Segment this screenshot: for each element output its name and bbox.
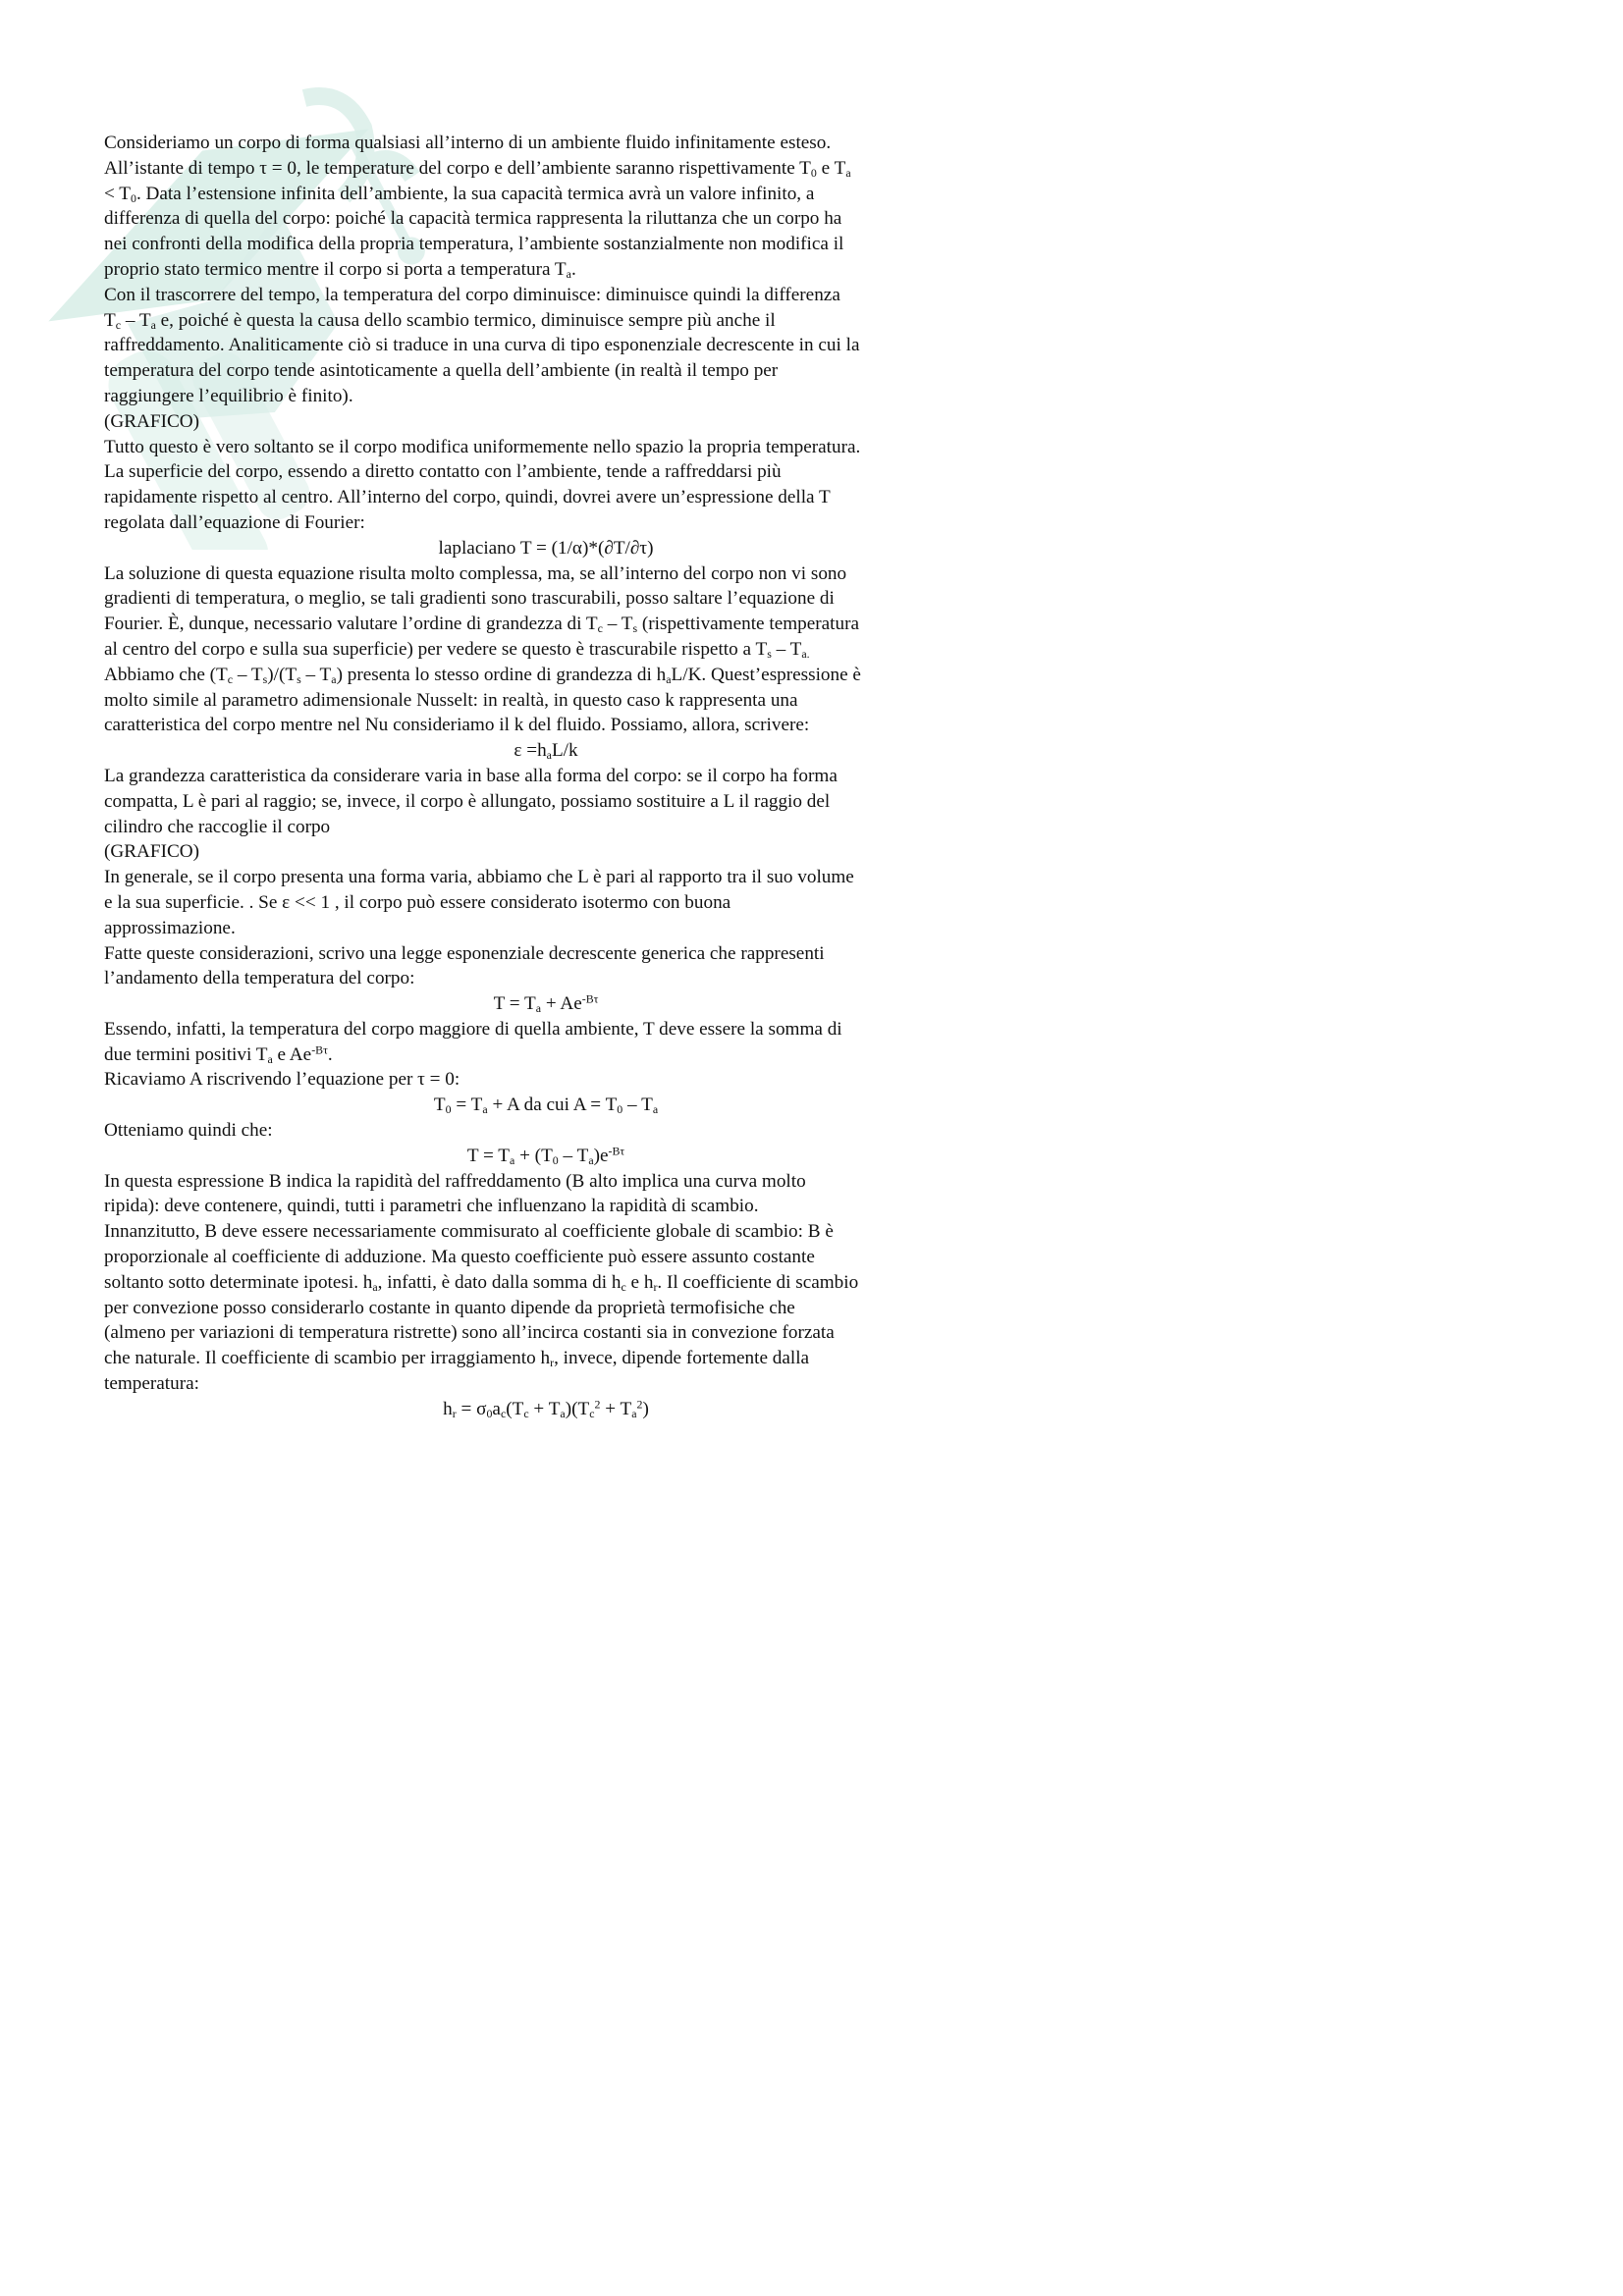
text-run: ) [642, 1398, 649, 1419]
text-line [104, 384, 988, 409]
subscript: a [267, 1051, 273, 1066]
text-line [104, 1245, 988, 1270]
text-run: Fatte queste considerazioni, scrivo una legge esponenziale decrescente generica che rappresenti [104, 942, 825, 964]
text-line [104, 637, 988, 663]
text-run: + A da cui A = T [487, 1095, 618, 1116]
text-run: La soluzione di questa equazione risulta molto complessa, ma, se all’interno del corpo non vi sono [104, 562, 847, 584]
text-line [104, 182, 988, 207]
text-line [104, 966, 988, 991]
text-run: . [327, 1043, 333, 1065]
text-line [104, 839, 988, 865]
text-line [104, 459, 988, 485]
text-line [104, 1270, 988, 1296]
text-run: molto simile al parametro adimensionale Nusselt: in realtà, in questo caso k rappresenta una [104, 689, 798, 711]
text-run: Consideriamo un corpo di forma qualsiasi all’interno di un ambiente fluido infinitamente esteso. [104, 133, 832, 153]
subscript: r [452, 1406, 457, 1420]
text-run: che naturale. Il coefficiente di scambio per irraggiamento h [104, 1348, 551, 1369]
text-run: h [443, 1398, 453, 1419]
subscript: c [589, 1406, 595, 1420]
subscript: c [115, 317, 122, 332]
text-run: Essendo, infatti, la temperatura del corpo maggiore di quella ambiente, T deve essere la somma di [104, 1018, 842, 1040]
equation-line [104, 536, 988, 561]
subscript: c [227, 671, 234, 686]
text-run: – T [622, 1095, 653, 1116]
equation-line [104, 1093, 988, 1118]
subscript: a [631, 1406, 637, 1420]
text-line [104, 663, 988, 688]
superscript: -Bτ [608, 1144, 625, 1158]
text-run: cilindro che raccoglie il corpo [104, 816, 331, 837]
text-line [104, 333, 988, 358]
text-run: Tutto questo è vero soltanto se il corpo modifica uniformemente nello spazio la propria temperatura. [104, 436, 861, 457]
text-run: (GRAFICO) [104, 410, 200, 432]
text-line [104, 435, 988, 460]
subscript: a [150, 317, 156, 332]
text-line [104, 156, 988, 182]
text-run: al centro del corpo e sulla sua superficie) per vedere se questo è trascurabile rispetto a T [104, 638, 768, 660]
text-run: ) presenta lo stesso ordine di grandezza di h [336, 664, 667, 685]
text-run: a [492, 1398, 501, 1419]
text-line [104, 1042, 988, 1068]
text-line [104, 1320, 988, 1346]
text-run: proporzionale al coefficiente di adduzione. Ma questo coefficiente può essere assunto costante [104, 1247, 815, 1268]
text-run: . Data l’estensione infinita dell’ambiente, la sua capacità termica avrà un valore infinito, a [135, 183, 815, 204]
text-run: . Il coefficiente di scambio [657, 1271, 859, 1293]
subscript: s [262, 671, 268, 686]
superscript: -Bτ [581, 991, 599, 1006]
text-line [104, 283, 988, 308]
text-line [104, 1194, 988, 1219]
subscript: a [331, 671, 337, 686]
text-run: + (T [514, 1145, 553, 1166]
text-line [104, 1346, 988, 1371]
text-run: La grandezza caratteristica da considerare varia in base alla forma del corpo: se il corpo ha forma [104, 765, 838, 786]
text-line [104, 586, 988, 612]
text-line [104, 815, 988, 840]
superscript: -Bτ [311, 1042, 328, 1057]
subscript: s [297, 671, 301, 686]
text-run: nei confronti della modifica della propria temperatura, l’ambiente sostanzialmente non modifica il [104, 234, 844, 255]
text-run: , infatti, è dato dalla somma di h [377, 1271, 622, 1293]
subscript: 0 [486, 1406, 493, 1420]
subscript: 0 [131, 190, 136, 205]
text-run: e la sua superficie. . Se ε << 1 , il corpo può essere considerato isotermo con buona [104, 891, 731, 913]
text-line [104, 257, 988, 283]
text-run: Fourier. È, dunque, necessario valutare l’ordine di grandezza di T [104, 614, 598, 635]
text-run: T [104, 309, 116, 331]
text-run: All’istante di tempo τ = 0, le temperature del corpo e dell’ambiente saranno rispettivamente T [104, 157, 811, 179]
text-line [104, 1067, 988, 1093]
document-page [0, 0, 1080, 1527]
subscript: c [597, 621, 603, 636]
text-line [104, 764, 988, 789]
equation-line [104, 738, 988, 764]
text-run: rapidamente rispetto al centro. All’interno del corpo, quindi, dovrei avere un’espressione della T [104, 487, 831, 508]
text-run: Innanzitutto, B deve essere necessariamente commisurato al coefficiente globale di scambio: B è [104, 1221, 834, 1243]
text-run: )/(T [267, 664, 298, 685]
subscript: r [653, 1279, 658, 1294]
text-run: – T [602, 614, 633, 635]
text-run: raggiungere l’equilibrio è finito). [104, 385, 353, 406]
text-run: – T [233, 664, 263, 685]
text-run: regolata dall’equazione di Fourier: [104, 511, 365, 533]
text-run: )e [593, 1145, 609, 1166]
subscript: a [566, 266, 571, 281]
text-line [104, 561, 988, 587]
text-line [104, 510, 988, 536]
text-run: Abbiamo che (T [104, 664, 228, 685]
subscript: s [632, 621, 638, 636]
subscript: a [482, 1102, 488, 1117]
text-run: approssimazione. [104, 917, 236, 938]
text-run: e T [816, 157, 846, 179]
text-run: compatta, L è pari al raggio; se, invece, il corpo è allungato, possiamo sostituire a L il raggio del [104, 790, 831, 812]
subscript: c [621, 1279, 626, 1294]
text-run: + T [528, 1398, 561, 1419]
subscript: 0 [617, 1102, 623, 1117]
text-line [104, 941, 988, 967]
subscript: a [845, 165, 851, 180]
text-run: Otteniamo quindi che: [104, 1120, 273, 1142]
text-run: per convezione posso considerarlo costante in quanto dipende da proprietà termofisiche che [104, 1297, 795, 1318]
text-run: gradienti di temperatura, o meglio, se tali gradienti sono trascurabili, posso saltare l’equazione di [104, 588, 835, 610]
text-run: laplaciano T = (1/α)*(∂T/∂τ) [438, 537, 654, 559]
text-run: temperatura del corpo tende asintoticamente a quella dell’ambiente (in realtà il tempo per [104, 360, 779, 382]
superscript: 2 [636, 1397, 643, 1412]
subscript: a [372, 1279, 378, 1294]
subscript: a [546, 748, 552, 763]
text-run: )(T [565, 1398, 590, 1419]
text-line [104, 308, 988, 334]
text-run: . [570, 258, 576, 280]
text-line [104, 1169, 988, 1195]
text-run: l’andamento della temperatura del corpo: [104, 968, 415, 989]
text-run: (GRAFICO) [104, 841, 200, 863]
text-run: – T [121, 309, 151, 331]
text-run: proprio stato termico mentre il corpo si porta a temperatura T [104, 258, 567, 280]
text-line [104, 1296, 988, 1321]
text-line [104, 688, 988, 714]
text-run: In questa espressione B indica la rapidità del raffreddamento (B alto implica una curva molto [104, 1170, 806, 1192]
subscript: a [666, 671, 672, 686]
text-line [104, 1017, 988, 1042]
text-run: In generale, se il corpo presenta una forma varia, abbiamo che L è pari al rapporto tra il suo volume [104, 867, 854, 888]
text-run: e Ae [272, 1043, 312, 1065]
text-run: soltanto sotto determinate ipotesi. h [104, 1271, 373, 1293]
text-run: (T [506, 1398, 524, 1419]
subscript: a [535, 1001, 542, 1016]
text-line [104, 789, 988, 815]
equation-line [104, 1144, 988, 1169]
text-line [104, 1118, 988, 1144]
subscript: a [652, 1102, 659, 1117]
subscript: s [767, 646, 772, 661]
text-run: < T [104, 183, 131, 204]
superscript: 2 [594, 1397, 601, 1412]
text-run: + Ae [541, 993, 582, 1015]
text-run: ε =h [514, 740, 547, 762]
text-run: raffreddamento. Analiticamente ciò si traduce in una curva di tipo esponenziale decrescente in cui la [104, 335, 860, 356]
text-run: caratteristica del corpo mentre nel Nu consideriamo il k del fluido. Possiamo, allora, scrivere: [104, 715, 810, 736]
text-line [104, 232, 988, 257]
text-line [104, 409, 988, 435]
text-run: La superficie del corpo, essendo a diretto contatto con l’ambiente, tende a raffreddarsi più [104, 461, 782, 483]
text-run: (rispettivamente temperatura [637, 614, 859, 635]
text-run: – T [558, 1145, 589, 1166]
subscript: 0 [445, 1102, 452, 1117]
text-line [104, 206, 988, 232]
text-run: (almeno per variazioni di temperatura ristrette) sono all’incirca costanti sia in convezione forzata [104, 1322, 835, 1344]
text-run: L/K. Quest’espressione è [671, 664, 861, 685]
subscript: a. [801, 646, 810, 661]
subscript: a [509, 1152, 515, 1167]
text-line [104, 1219, 988, 1245]
equation-line [104, 991, 988, 1017]
text-line [104, 358, 988, 384]
text-run: e h [625, 1271, 654, 1293]
subscript: r [550, 1356, 555, 1370]
text-run: – T [771, 638, 802, 660]
text-line [104, 1371, 988, 1397]
text-line [104, 916, 988, 941]
text-run: , invece, dipende fortemente dalla [554, 1348, 810, 1369]
text-run: T = T [466, 1145, 510, 1166]
text-line [104, 485, 988, 510]
text-run: = σ [456, 1398, 487, 1419]
text-run: temperatura: [104, 1373, 199, 1395]
subscript: c [523, 1406, 529, 1420]
subscript: 0 [552, 1152, 559, 1167]
text-line [104, 890, 988, 916]
text-line [104, 131, 988, 156]
text-line [104, 865, 988, 890]
text-run: e, poiché è questa la causa dello scambio termico, diminuisce sempre più anche il [155, 309, 776, 331]
text-run: T = T [493, 993, 536, 1015]
text-run: T [433, 1095, 446, 1116]
text-line [104, 713, 988, 738]
text-run: + T [600, 1398, 632, 1419]
document-body [104, 131, 988, 1422]
text-run: Con il trascorrere del tempo, la temperatura del corpo diminuisce: diminuisce quindi la differenza [104, 284, 840, 305]
equation-line [104, 1397, 988, 1422]
subscript: a [588, 1152, 594, 1167]
text-run: differenza di quella del corpo: poiché la capacità termica rappresenta la riluttanza che un corpo ha [104, 208, 842, 230]
text-run: = T [451, 1095, 483, 1116]
subscript: 0 [810, 165, 817, 180]
text-run: – T [300, 664, 332, 685]
subscript: a [560, 1406, 566, 1420]
text-line [104, 612, 988, 637]
text-run: due termini positivi T [104, 1043, 268, 1065]
text-run: L/k [551, 740, 578, 762]
text-run: ripida): deve contenere, quindi, tutti i parametri che influenzano la rapidità di scambio. [104, 1196, 759, 1217]
subscript: c [500, 1406, 507, 1420]
text-run: Ricaviamo A riscrivendo l’equazione per τ = 0: [104, 1069, 460, 1091]
